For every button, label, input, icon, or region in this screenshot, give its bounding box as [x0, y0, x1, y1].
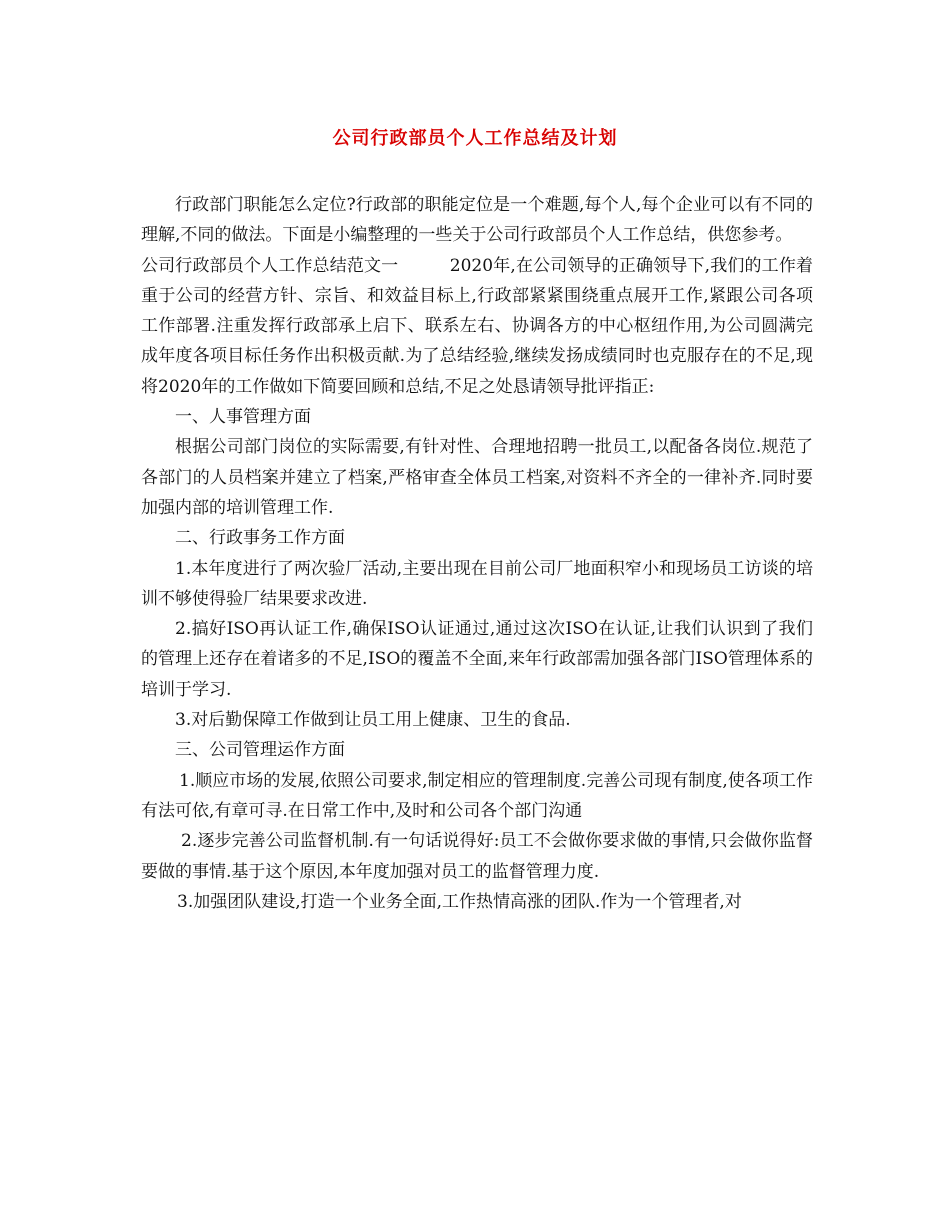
paragraph-admin-item-3: 3.对后勤保障工作做到让员工用上健康、卫生的食品. [175, 710, 571, 731]
paragraph-management-item-2: 2.逐步完善公司监督机制.有一句话说得好:员工不会做你要求做的事情,只会做你监督要做的事情.基于这个原因,本年度加强对员工的监督管理力度. [141, 831, 813, 882]
paragraph-admin-item-2: 2.搞好ISO再认证工作,确保ISO认证通过,通过这次ISO在认证,让我们认识到了我们的管理上还存在着诸多的不足,ISO的覆盖不全面,来年行政部需加强各部门ISO管理体系的培训于学习. [141, 619, 813, 700]
paragraph-management-item-1: 1.顺应市场的发展,依照公司要求,制定相应的管理制度.完善公司现有制度,使各项工作有法可依,有章可寻.在日常工作中,及时和公司各个部门沟通 [141, 770, 813, 821]
heading-company-management: 三、公司管理运作方面 [175, 740, 345, 761]
paragraph-admin-item-1: 1.本年度进行了两次验厂活动,主要出现在目前公司厂地面积窄小和现场员工访谈的培训不够使得验厂结果要求改进. [141, 558, 813, 609]
paragraph-management-item-3: 3.加强团队建设,打造一个业务全面,工作热情高涨的团队.作为一个管理者,对 [177, 891, 742, 912]
document-title: 公司行政部员个人工作总结及计划 [332, 128, 618, 149]
paragraph-intro: 行政部门职能怎么定位?行政部的职能定位是一个难题,每个人,每个企业可以有不同的理解,不同的做法。下面是小编整理的一些关于公司行政部员个人工作总结，供您参考。 [141, 195, 813, 246]
heading-personnel-management: 一、人事管理方面 [175, 407, 311, 428]
document-body [141, 190, 813, 917]
paragraph-sample-one: 公司行政部员个人工作总结范文一 2020年,在公司领导的正确领导下,我们的工作着重于公司的经营方针、宗旨、和效益目标上,行政部紧紧围绕重点展开工作,紧跟公司各项工作部署.注重发挥行政部承上启下、联系左右、协调各方的中心枢纽作用,为公司圆满完成年度各项目标任务作出积极贡献.为了总结经验,继续发扬成绩同时也克服存在的不足,现将2020年的工作做如下简要回顾和总结,不足之处恳请领导批评指正: [141, 255, 813, 397]
paragraph-personnel-management: 根据公司部门岗位的实际需要,有针对性、合理地招聘一批员工,以配备各岗位.规范了各部门的人员档案并建立了档案,严格审查全体员工档案,对资料不齐全的一律补齐.同时要加强内部的培训管理工作. [141, 437, 813, 518]
heading-administrative-affairs: 二、行政事务工作方面 [175, 528, 345, 549]
